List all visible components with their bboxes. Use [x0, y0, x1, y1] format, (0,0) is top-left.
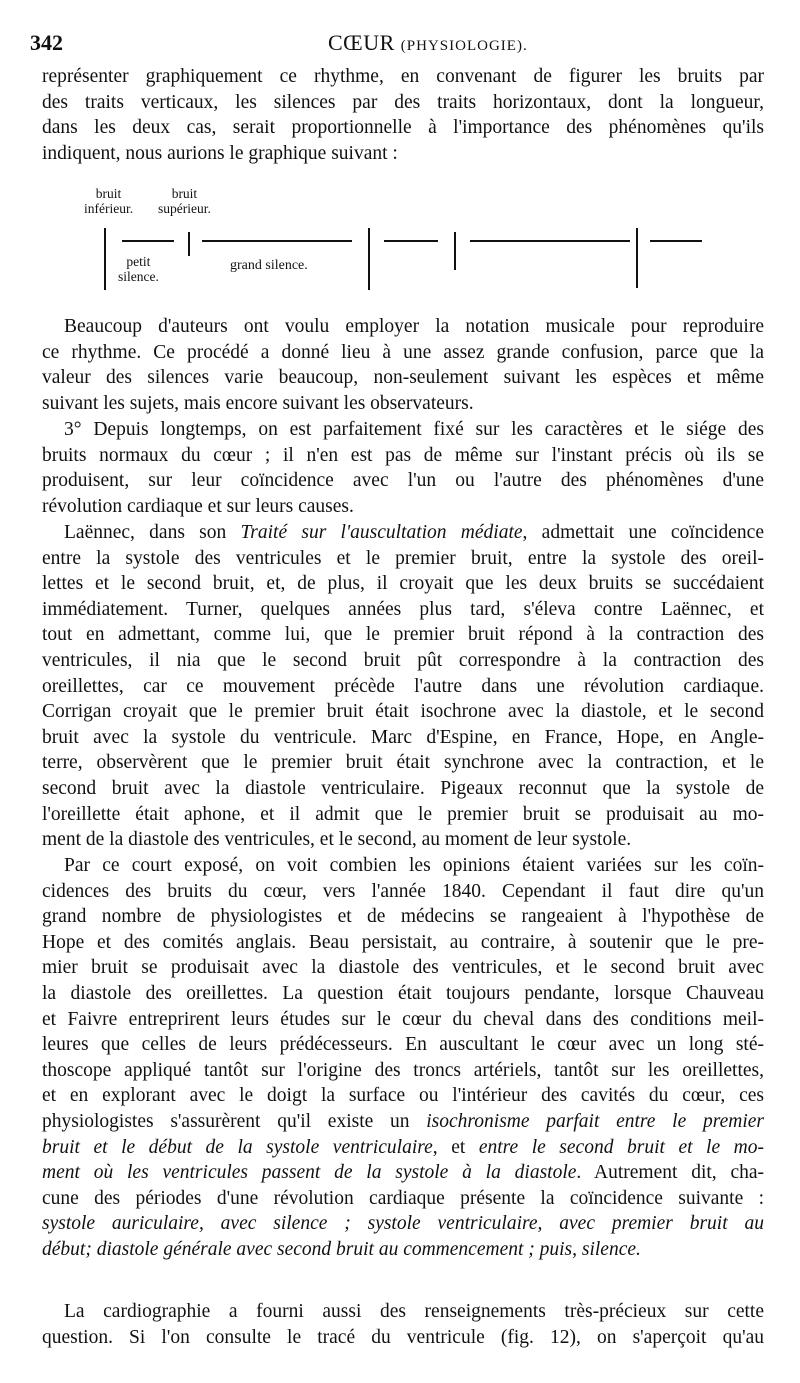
text-line: 3° Depuis longtemps, on est parfaitement fixé sur les caractères et le siége des — [64, 419, 764, 440]
text-line: l'oreillette était aphone, et il admit que le premier bruit se produisait au mo- — [42, 803, 764, 825]
text-line — [42, 1160, 764, 1186]
text-run: Laënnec, dans son — [64, 522, 241, 543]
text-line: second bruit avec la diastole ventriculaire. Pigeaux reconnut que la systole de — [42, 777, 764, 799]
text-line: et Faivre entreprirent leurs études sur le cœur du cheval dans des conditions meil- — [42, 1008, 764, 1030]
text-run: , admettait une coïncidence — [522, 522, 764, 543]
bruit-superieur-bar — [188, 232, 190, 256]
label-petit-silence — [118, 254, 159, 284]
label-grand-silence: grand silence. — [230, 258, 308, 273]
label-bruit-inferieur — [84, 186, 133, 216]
text-line — [42, 1237, 764, 1263]
text-line — [42, 1211, 764, 1237]
rhythm-diagram — [60, 186, 760, 296]
book-title: Traité sur l'auscultation médiate — [240, 522, 523, 543]
text-line: indiquent, nous aurions le graphique suivant : — [42, 142, 398, 164]
text-line: leures que celles de leurs prédécesseurs. En auscultant le cœur avec un long sté- — [42, 1034, 764, 1056]
text-line: représenter graphiquement ce rhythme, en convenant de figurer les bruits par — [42, 66, 764, 87]
petit-silence-line — [650, 240, 702, 242]
text-run: . Autrement dit, cha- — [576, 1162, 764, 1184]
label-bruit-superieur — [158, 186, 211, 216]
grand-silence-line — [470, 240, 630, 242]
bruit-inferieur-bar — [636, 228, 638, 288]
label-line: silence. — [118, 269, 159, 284]
text-line: des traits verticaux, les silences par des traits horizontaux, dont la longueur, — [42, 91, 764, 113]
paragraph-intro — [42, 64, 764, 166]
text-line: ment de la diastole des ventricules, et le second, au moment de leur systole. — [42, 829, 632, 851]
text-line: et en explorant avec le doigt la surface ou l'intérieur des cavités du cœur, ces — [42, 1085, 764, 1107]
text-line: Beaucoup d'auteurs ont voulu employer la notation musicale pour reproduire — [64, 316, 764, 337]
text-line: suivant les sujets, mais encore suivant les observateurs. — [42, 392, 474, 414]
text-line: terre, observèrent que le premier bruit était synchrone avec la contraction, et le — [42, 752, 764, 774]
emphasis: ment où les ventricules passent de la systole à la diastole — [42, 1162, 577, 1184]
label-line: bruit — [95, 186, 122, 201]
text-line: thoscope appliqué tantôt sur l'origine des troncs artériels, tantôt sur les oreillettes, — [42, 1059, 764, 1081]
text-line: révolution cardiaque et sur leurs causes. — [42, 495, 354, 517]
running-title — [328, 30, 528, 56]
emphasis: début; diastole générale avec second bruit au commencement ; puis, silence. — [42, 1238, 641, 1260]
text-line: immédiatement. Turner, quelques années plus tard, s'éleva contre Laënnec, et — [42, 598, 764, 620]
text-line: mier bruit se produisait avec la diastole des ventricules, et le second bruit avec — [42, 957, 764, 979]
petit-silence-line — [122, 240, 174, 242]
text-line: lettes et le second bruit, et, de plus, il croyait que les deux bruits se succédaient — [42, 573, 764, 595]
bruit-inferieur-bar — [368, 228, 370, 290]
label-line: inférieur. — [84, 201, 134, 216]
text-run: , et — [432, 1136, 479, 1158]
text-line: cune des périodes d'une révolution cardiaque présente la coïncidence suivante : — [42, 1187, 764, 1209]
text-line — [42, 1109, 764, 1135]
paragraph-cardiographie — [42, 1299, 764, 1350]
page-number: 342 — [30, 30, 63, 55]
petit-silence-line — [384, 240, 438, 242]
text-line: tout en admettant, comme lui, que le premier bruit répond à la contraction des — [42, 624, 764, 646]
bruit-superieur-bar — [454, 232, 456, 270]
text-line — [42, 1135, 764, 1161]
label-line: bruit — [171, 186, 198, 201]
text-line: la diastole des oreillettes. La question était toujours pendante, lorsque Chauveau — [42, 982, 764, 1004]
text-line: La cardiographie a fourni aussi des renseignements très-précieux sur cette — [64, 1301, 764, 1322]
text-line: question. Si l'on consulte le tracé du ventricule (fig. 12), on s'aperçoit qu'au — [42, 1326, 764, 1348]
text-line: ce rhythme. Ce procédé a donné lieu à une assez grande confusion, parce que la — [42, 341, 764, 363]
text-line: dans les deux cas, serait proportionnelle à l'importance des phénomènes qu'ils — [42, 117, 764, 139]
label-line: supérieur. — [158, 201, 211, 216]
text-run: physiologistes s'assurèrent qu'il existe un — [42, 1110, 427, 1132]
paragraph-opinions — [42, 853, 764, 1263]
text-line: oreillettes, car ce mouvement précède l'autre dans une révolution cardiaque. — [42, 675, 764, 697]
emphasis: bruit et le début de la systole ventriculaire — [42, 1136, 433, 1158]
text-line: grand nombre de physiologistes et de médecins se rangeaient à l'hypothèse de — [42, 906, 764, 928]
grand-silence-line — [202, 240, 352, 242]
text-line: valeur des silences varie beaucoup, non-seulement suivant les espèces et même — [42, 367, 764, 389]
emphasis: isochronisme parfait entre le premier — [426, 1110, 765, 1132]
text-line — [42, 520, 764, 546]
text-line: Hope et des comités anglais. Beau persistait, au contraire, à soutenir que le pre- — [42, 931, 764, 953]
paragraph-laennec — [42, 520, 764, 853]
text-line: ventricules, il nia que le second bruit pût correspondre à la contraction des — [42, 649, 764, 671]
emphasis: entre le second bruit et le mo- — [478, 1136, 764, 1158]
bruit-inferieur-bar — [104, 228, 106, 290]
text-line: Corrigan croyait que le premier bruit était isochrone avec la diastole, et le second — [42, 701, 764, 723]
text-line: bruits normaux du cœur ; il n'en est pas de même sur l'instant précis où ils se — [42, 444, 764, 466]
text-line: bruit avec la systole du ventricule. Marc d'Espine, en France, Hope, en Angle- — [42, 726, 764, 748]
text-line: cidences des bruits du cœur, vers l'année 1840. Cependant il faut dire qu'un — [42, 880, 764, 902]
paragraph-section-3 — [42, 417, 764, 519]
text-line: produisent, sur leur coïncidence avec l'un ou l'autre des phénomènes d'une — [42, 470, 764, 492]
running-title-sub: (PHYSIOLOGIE). — [400, 38, 528, 54]
text-line: Par ce court exposé, on voit combien les opinions étaient variées sur les coïn- — [64, 855, 764, 876]
running-header — [30, 30, 768, 60]
paragraph-notation — [42, 314, 764, 416]
label-line: petit — [126, 254, 151, 269]
text-line: entre la systole des ventricules et le premier bruit, entre la systole des oreil- — [42, 547, 764, 569]
emphasis: systole auriculaire, avec silence ; systole ventriculaire, avec premier bruit au — [42, 1213, 764, 1235]
running-title-main: CŒUR — [328, 30, 395, 55]
